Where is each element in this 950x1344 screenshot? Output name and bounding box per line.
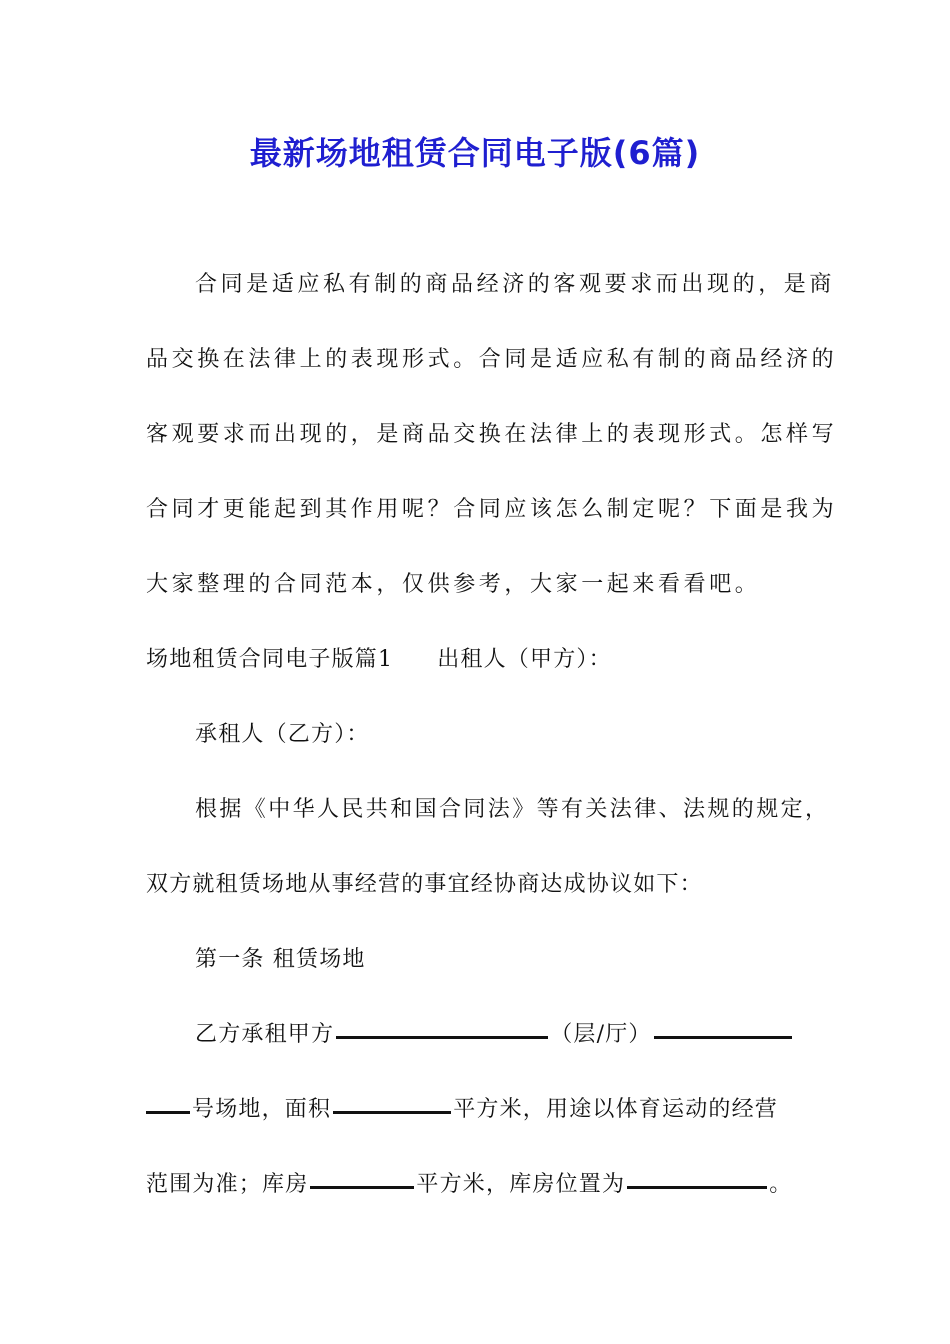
intro-line: 品交换在法律上的表现形式。合同是适应私有制的商品经济的 — [146, 347, 838, 372]
article-text: 范围为准；库房 — [146, 1172, 309, 1197]
article-line — [146, 1092, 778, 1128]
article-text: 。 — [769, 1172, 793, 1197]
article-text: （层/厅） — [550, 1022, 652, 1047]
intro-line: 合同才更能起到其作用呢？合同应该怎么制定呢？下面是我为 — [146, 497, 838, 522]
intro-line: 客观要求而出现的，是商品交换在法律上的表现形式。怎样写 — [146, 422, 838, 447]
article-text: 平方米，库房位置为 — [416, 1172, 626, 1197]
article-text: 号场地，面积 — [192, 1097, 332, 1122]
document-title: 最新场地租赁合同电子版(6篇) — [249, 134, 701, 172]
lessee-label: 承租人（乙方）： — [195, 722, 370, 747]
basis-line: 双方就租赁场地从事经营的事宜经协商达成协议如下： — [146, 872, 703, 897]
fill-in-blank-field-number-cont[interactable] — [146, 1111, 190, 1114]
section-heading-line — [146, 642, 612, 678]
intro-line: 合同是适应私有制的商品经济的客观要求而出现的，是商 — [195, 272, 836, 297]
fill-in-blank-area[interactable] — [333, 1111, 451, 1114]
fill-in-blank-field-number[interactable] — [654, 1036, 792, 1039]
section-heading: 场地租赁合同电子版篇1 — [146, 647, 394, 672]
article-text: 乙方承租甲方 — [195, 1022, 335, 1047]
article-line — [195, 1017, 794, 1053]
basis-line: 根据《中华人民共和国合同法》等有关法律、法规的规定， — [195, 797, 830, 822]
fill-in-blank-storage-area[interactable] — [310, 1186, 414, 1189]
fill-in-blank-storage-location[interactable] — [627, 1186, 767, 1189]
article-title: 第一条 租赁场地 — [195, 947, 366, 972]
intro-line: 大家整理的合同范本，仅供参考，大家一起来看看吧。 — [146, 572, 761, 597]
lessor-label: 出租人（甲方）： — [437, 647, 612, 672]
article-line — [146, 1167, 792, 1203]
fill-in-blank-floor[interactable] — [336, 1036, 548, 1039]
article-text: 平方米，用途以体育运动的经营 — [453, 1097, 779, 1122]
